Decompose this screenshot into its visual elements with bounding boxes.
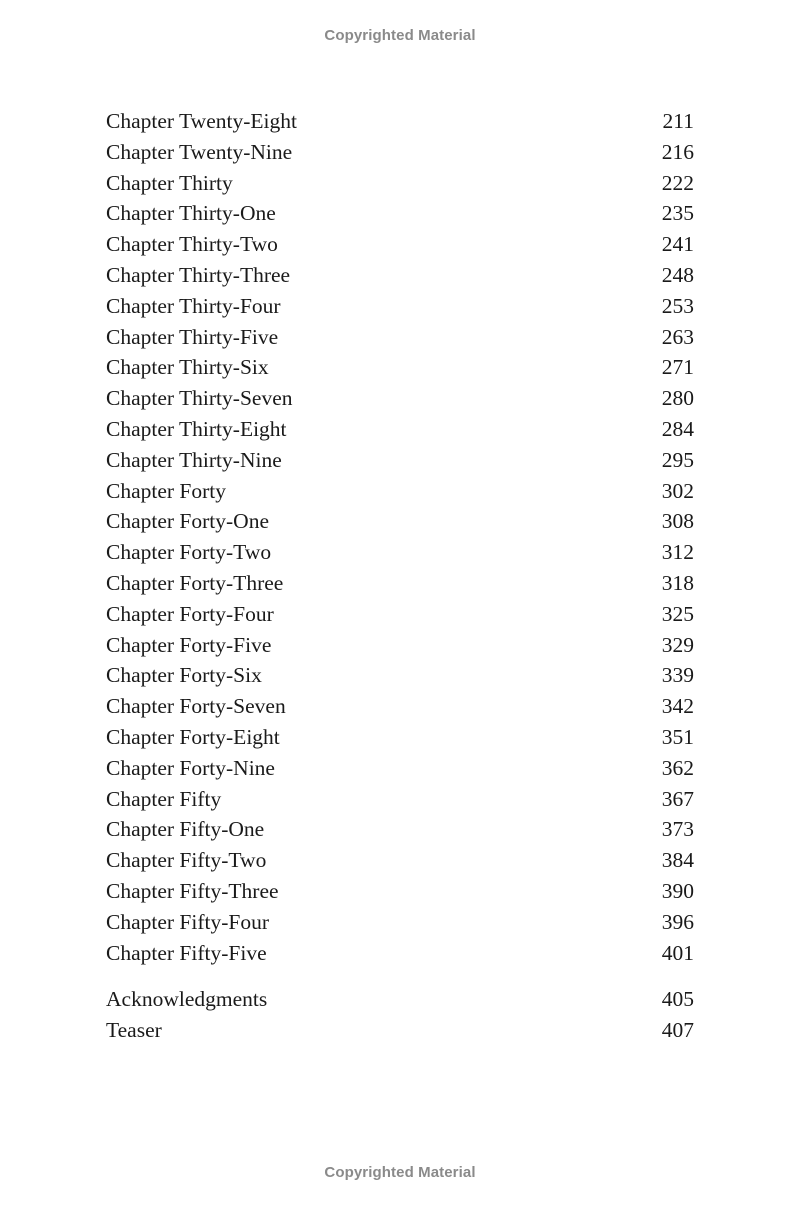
toc-entry-title: Chapter Thirty-One — [106, 201, 276, 226]
toc-entry-title: Chapter Forty-Seven — [106, 694, 286, 719]
toc-entry — [106, 910, 694, 941]
toc-entry-title: Chapter Fifty-Four — [106, 909, 270, 934]
toc-entry-page-number: 308 — [661, 509, 694, 534]
toc-entry — [106, 663, 694, 694]
toc-entry-page-number: 351 — [661, 724, 694, 749]
toc-entry — [106, 848, 694, 879]
toc-entry-page-number: 367 — [661, 786, 694, 811]
toc-entry — [106, 263, 694, 294]
back-matter-list — [106, 987, 694, 1049]
toc-entry-title: Chapter Thirty-Eight — [106, 416, 287, 441]
toc-entry-page-number: 318 — [661, 570, 694, 595]
toc-entry — [106, 109, 694, 140]
toc-entry-page-number: 396 — [661, 909, 694, 934]
toc-entry — [106, 633, 694, 664]
toc-entry-title: Teaser — [106, 1018, 162, 1043]
toc-entry — [106, 694, 694, 725]
toc-entry-page-number: 401 — [661, 940, 694, 965]
toc-entry-page-number: 216 — [661, 139, 694, 164]
toc-entry-page-number: 362 — [661, 755, 694, 780]
toc-entry-title: Chapter Fifty-One — [106, 817, 265, 842]
toc-entry-page-number: 405 — [661, 987, 694, 1012]
toc-entry-title: Chapter Twenty-Nine — [106, 139, 293, 164]
toc-entry-title: Acknowledgments — [106, 987, 268, 1012]
toc-entry-page-number: 390 — [661, 878, 694, 903]
toc-entry-page-number: 222 — [661, 170, 694, 195]
toc-entry — [106, 448, 694, 479]
toc-entry — [106, 232, 694, 263]
toc-entry-page-number: 248 — [661, 262, 694, 287]
toc-entry-page-number: 284 — [661, 416, 694, 441]
toc-entry — [106, 417, 694, 448]
toc-entry-title: Chapter Forty-One — [106, 509, 270, 534]
toc-entry — [106, 171, 694, 202]
toc-entry — [106, 355, 694, 386]
toc-entry-page-number: 235 — [661, 201, 694, 226]
toc-entry-title: Chapter Thirty-Six — [106, 355, 269, 380]
toc-entry-page-number: 253 — [661, 293, 694, 318]
toc-entry — [106, 325, 694, 356]
toc-entry-title: Chapter Forty-Five — [106, 632, 272, 657]
toc-entry — [106, 479, 694, 510]
chapter-list — [106, 109, 694, 971]
section-gap — [106, 971, 694, 987]
toc-entry — [106, 756, 694, 787]
toc-entry — [106, 602, 694, 633]
toc-entry — [106, 941, 694, 972]
toc-entry-page-number: 241 — [661, 232, 694, 257]
toc-entry — [106, 140, 694, 171]
toc-entry — [106, 1018, 694, 1049]
toc-entry-title: Chapter Thirty-Five — [106, 324, 279, 349]
toc-entry-page-number: 325 — [661, 601, 694, 626]
toc-entry-page-number: 211 — [662, 109, 694, 133]
toc-entry-page-number: 280 — [661, 386, 694, 411]
toc-entry — [106, 201, 694, 232]
toc-entry-page-number: 384 — [661, 848, 694, 873]
toc-entry — [106, 787, 694, 818]
toc-entry-title: Chapter Fifty — [106, 786, 222, 811]
toc-entry-title: Chapter Forty-Six — [106, 663, 262, 688]
toc-entry — [106, 386, 694, 417]
toc-entry-title: Chapter Fifty-Five — [106, 940, 267, 965]
toc-entry-title: Chapter Thirty-Three — [106, 262, 291, 287]
toc-entry-page-number: 329 — [661, 632, 694, 657]
toc-entry-title: Chapter Thirty-Two — [106, 232, 278, 257]
toc-entry-title: Chapter Thirty-Nine — [106, 447, 282, 472]
toc-entry-page-number: 295 — [661, 447, 694, 472]
toc-entry-title: Chapter Forty-Eight — [106, 724, 280, 749]
toc-entry-title: Chapter Forty-Four — [106, 601, 274, 626]
toc-entry-title: Chapter Forty — [106, 478, 227, 503]
toc-entry — [106, 725, 694, 756]
toc-entry — [106, 879, 694, 910]
toc-entry — [106, 817, 694, 848]
copyright-watermark-top: Copyrighted Material — [324, 27, 476, 44]
toc-entry — [106, 509, 694, 540]
copyright-watermark-bottom: Copyrighted Material — [324, 1164, 476, 1181]
toc-entry — [106, 987, 694, 1018]
toc-entry — [106, 294, 694, 325]
toc-entry-page-number: 271 — [661, 355, 694, 380]
toc-entry-title: Chapter Forty-Nine — [106, 755, 275, 780]
toc-entry-page-number: 312 — [661, 540, 694, 565]
toc-entry-page-number: 339 — [661, 663, 694, 688]
toc-entry-title: Chapter Forty-Two — [106, 540, 272, 565]
toc-entry-title: Chapter Fifty-Two — [106, 848, 267, 873]
toc-entry-page-number: 302 — [661, 478, 694, 503]
toc-entry-title: Chapter Forty-Three — [106, 570, 284, 595]
toc-entry-page-number: 407 — [661, 1018, 694, 1043]
toc-entry-page-number: 263 — [661, 324, 694, 349]
toc-entry-title: Chapter Thirty-Four — [106, 293, 281, 318]
toc-entry — [106, 540, 694, 571]
toc-entry-title: Chapter Thirty-Seven — [106, 386, 293, 411]
toc-entry-page-number: 373 — [661, 817, 694, 842]
toc-entry-title: Chapter Twenty-Eight — [106, 109, 297, 133]
toc-entry-title: Chapter Thirty — [106, 170, 233, 195]
toc-entry-title: Chapter Fifty-Three — [106, 878, 279, 903]
toc-entry-page-number: 342 — [661, 694, 694, 719]
table-of-contents — [106, 109, 694, 1049]
toc-entry — [106, 571, 694, 602]
